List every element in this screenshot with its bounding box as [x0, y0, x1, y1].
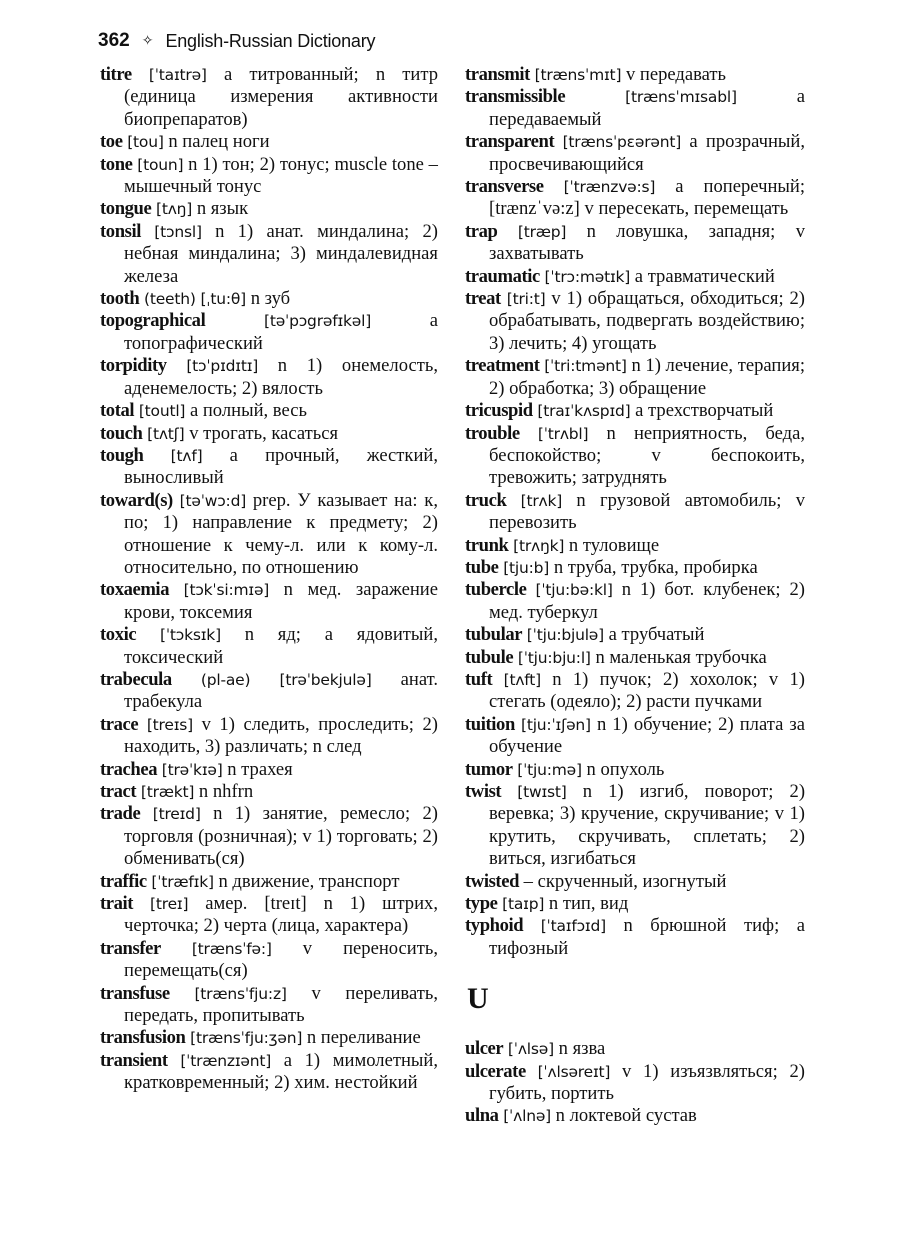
- book-title: English-Russian Dictionary: [165, 30, 376, 51]
- dictionary-entry: [465, 624, 805, 646]
- diamond-separator-icon: ✧: [141, 33, 154, 49]
- headword: twisted: [465, 870, 520, 892]
- dictionary-entry: [465, 759, 805, 781]
- dictionary-entry: [100, 669, 438, 714]
- headword: trunk: [465, 534, 509, 556]
- headword: treat: [465, 288, 501, 310]
- transcription: [treɪd]: [152, 805, 201, 824]
- definition: n ловушка, западня; v захватывать: [489, 220, 805, 265]
- definition: n язва: [558, 1038, 606, 1060]
- dictionary-entry: [100, 288, 438, 310]
- dictionary-entry: [465, 221, 805, 266]
- definition: a прозрачный, просвечивающийся: [489, 131, 805, 175]
- dictionary-entry: [465, 893, 805, 915]
- transcription: [ˈtræfɪk]: [151, 872, 214, 891]
- transcription: (teeth) [ˌtu:θ]: [143, 290, 247, 309]
- headword: trait: [100, 893, 134, 915]
- left-column: [100, 64, 438, 1095]
- headword: trade: [100, 803, 141, 825]
- transcription: [twɪst]: [517, 783, 567, 801]
- definition: n язык: [196, 198, 249, 220]
- transcription: [ˈtju:bə:kl]: [535, 581, 613, 600]
- dictionary-entry: [465, 490, 805, 535]
- transcription: [ˈʌlsəreɪt]: [537, 1062, 611, 1081]
- headword: tubular: [465, 624, 523, 646]
- definition: n 1) анат. миндалина; 2) небная миндалина; 3) миндалевидная железа: [124, 220, 438, 287]
- definition: анат. трабекула: [124, 668, 438, 713]
- transcription: [təˈpɔgrəfɪkəl]: [263, 312, 372, 331]
- transcription: [tʌf]: [170, 446, 203, 465]
- dictionary-entry: [465, 1105, 805, 1127]
- transcription: [təˈwɔ:d]: [179, 491, 247, 510]
- headword: truck: [465, 489, 507, 511]
- transcription: [trænsˈfju:ʒən]: [190, 1029, 303, 1048]
- headword: ulcer: [465, 1038, 504, 1060]
- transcription: [trænsˈpεərənt]: [562, 133, 682, 152]
- definition: n 1) лечение, терапия; 2) обработка; 3) обращение: [489, 355, 805, 399]
- dictionary-entry: [100, 423, 438, 445]
- definition: a поперечный; [trænzˈvə:z] v пересекать, перемещать: [489, 176, 806, 220]
- dictionary-entry: [465, 355, 805, 400]
- definition: a титрованный; n титр (единица измерения активности биопрепаратов): [124, 64, 438, 130]
- headword: transfer: [100, 937, 161, 959]
- page-number: 362: [98, 30, 130, 51]
- headword: treatment: [465, 355, 540, 377]
- headword: trouble: [465, 422, 520, 444]
- transcription: [ˈʌlsə]: [507, 1040, 554, 1059]
- transcription: [taɪp]: [502, 895, 545, 914]
- definition: n 1) тон; 2) тонус; muscle tone – мышечный тонус: [124, 153, 438, 198]
- headword: trace: [100, 713, 139, 735]
- dictionary-entry: [100, 871, 438, 893]
- headword: tubule: [465, 646, 514, 668]
- definition: – скрученный, изогнутый: [523, 870, 727, 892]
- dictionary-entry: [465, 871, 805, 893]
- transcription: [trænsˈfə:]: [191, 939, 272, 958]
- dictionary-entry: [465, 400, 805, 422]
- transcription: [ˈtaɪtrə]: [148, 66, 207, 84]
- transcription: [trækt]: [140, 783, 195, 801]
- dictionary-entry: [465, 669, 805, 714]
- transcription: [ˈtju:bju:l]: [517, 648, 591, 667]
- transcription: [tɔˈpɪdɪtɪ]: [186, 357, 259, 376]
- transcription: [toun]: [137, 155, 184, 174]
- transcription: [ˈtrænzɪənt]: [180, 1051, 272, 1070]
- dictionary-entry: [100, 400, 438, 422]
- definition: a полный, весь: [189, 400, 307, 422]
- transcription: [treɪs]: [146, 715, 193, 734]
- dictionary-entry: [100, 714, 438, 759]
- dictionary-entry: [100, 624, 438, 669]
- definition: n 1) изгиб, поворот; 2) веревка; 3) кручение, скручивание; v 1) крутить, скручивать, сплетать; 2) виться, изгибаться: [489, 781, 806, 870]
- definition: n палец ноги: [168, 131, 270, 153]
- dictionary-entry: [100, 445, 438, 490]
- definition: n грузовой автомобиль; v перевозить: [489, 489, 805, 534]
- definition: v 1) следить, проследить; 2) находить, 3) различать; n след: [124, 713, 438, 758]
- headword: trap: [465, 220, 498, 242]
- definition: a трубчатый: [608, 624, 705, 646]
- transcription: [tɔnsl]: [154, 222, 202, 241]
- definition: v переливать, передать, пропитывать: [124, 982, 438, 1027]
- dictionary-entry: [465, 714, 805, 759]
- transcription: [ˈtrʌbl]: [537, 424, 589, 443]
- transcription: [trʌk]: [520, 491, 563, 510]
- definition: n nhfrn: [198, 781, 254, 802]
- dictionary-entry: [100, 803, 438, 870]
- dictionary-entry: [100, 198, 438, 220]
- dictionary-entry: [100, 579, 438, 624]
- dictionary-entry: [100, 355, 438, 400]
- dictionary-entry: [100, 131, 438, 153]
- dictionary-entry: [465, 579, 805, 624]
- transcription: [ˈtaɪfɔɪd]: [540, 917, 606, 936]
- headword: traumatic: [465, 265, 540, 287]
- headword: toxaemia: [100, 579, 170, 601]
- transcription: [tʌtʃ]: [147, 424, 185, 443]
- transcription: [ˈʌlnə]: [503, 1107, 551, 1126]
- headword: trachea: [100, 758, 158, 780]
- transcription: [trʌŋk]: [513, 536, 565, 555]
- definition: a трехстворчатый: [635, 400, 774, 422]
- definition: n трахея: [227, 758, 293, 780]
- section-letter: U: [467, 982, 489, 1016]
- definition: n 1) занятие, ремесло; 2) торговля (розничная); v 1) торговать; 2) обменивать(ся): [124, 803, 438, 870]
- dictionary-entry: [100, 310, 438, 355]
- transcription: [tɔkˈsi:mɪə]: [183, 581, 270, 600]
- definition: n мед. заражение крови, токсемия: [124, 579, 438, 623]
- headword: transmit: [465, 64, 530, 85]
- headword: transfuse: [100, 982, 170, 1004]
- definition: a прочный, жесткий, выносливый: [124, 444, 438, 489]
- definition: n 1) онемелость, аденемелость; 2) вялость: [124, 355, 438, 399]
- dictionary-entry: [465, 131, 805, 176]
- transcription: [ˈtri:tmənt]: [544, 357, 627, 376]
- transcription: [tju:ˈɪʃən]: [520, 715, 591, 734]
- headword: tubercle: [465, 579, 527, 601]
- transcription: [treɪ]: [150, 895, 189, 914]
- dictionary-entry: [465, 64, 805, 86]
- headword: transient: [100, 1049, 168, 1071]
- headword: ulna: [465, 1105, 499, 1127]
- headword: topographical: [100, 310, 206, 332]
- headword: tonsil: [100, 220, 141, 242]
- headword: tumor: [465, 758, 513, 780]
- page-header: [98, 26, 375, 56]
- headword: transmissible: [465, 86, 566, 108]
- headword: type: [465, 893, 498, 915]
- dictionary-entry: [465, 647, 805, 669]
- dictionary-entry: [100, 1027, 438, 1049]
- transcription: [ˈtju:mə]: [517, 760, 582, 779]
- headword: tricuspid: [465, 400, 533, 422]
- headword: tough: [100, 444, 144, 466]
- headword: transverse: [465, 176, 544, 198]
- headword: typhoid: [465, 915, 524, 937]
- transcription: [traɪˈkʌspɪd]: [537, 402, 631, 421]
- headword: touch: [100, 422, 143, 444]
- transcription: [toutl]: [138, 402, 186, 421]
- dictionary-entry: [465, 266, 805, 288]
- headword: torpidity: [100, 355, 167, 377]
- definition: n неприятность, беда, беспокойство; v беспокоить, тревожить; затруднять: [489, 422, 805, 489]
- right-column-entries: [465, 64, 805, 960]
- u-section-entries: [465, 1038, 805, 1128]
- headword: toxic: [100, 624, 137, 646]
- definition: v передавать: [625, 64, 727, 85]
- headword: toe: [100, 131, 123, 153]
- headword: traffic: [100, 870, 147, 892]
- definition: n туловище: [568, 534, 660, 556]
- transcription: [tʌft]: [503, 670, 542, 689]
- headword: transfusion: [100, 1027, 186, 1049]
- dictionary-entry: [465, 86, 805, 131]
- transcription: [ˈtɔksɪk]: [160, 626, 221, 645]
- transcription: (pl-ae) [trəˈbekjulə]: [200, 670, 372, 689]
- definition: v переносить, перемещать(ся): [124, 937, 438, 982]
- headword: tuition: [465, 713, 515, 735]
- definition: n маленькая трубочка: [595, 646, 767, 668]
- definition: v трогать, касаться: [189, 422, 339, 444]
- headword: toward(s): [100, 489, 173, 511]
- dictionary-entry: [100, 490, 438, 580]
- transcription: [tʌŋ]: [155, 200, 193, 219]
- dictionary-entry: [465, 915, 805, 960]
- definition: n зуб: [250, 288, 291, 310]
- definition: n переливание: [306, 1027, 421, 1049]
- definition: n опухоль: [586, 758, 665, 780]
- dictionary-entry: [465, 1061, 805, 1106]
- headword: total: [100, 400, 135, 422]
- transcription: [træp]: [517, 222, 567, 241]
- definition: a топографический: [124, 310, 438, 354]
- dictionary-entry: [465, 176, 805, 221]
- dictionary-entry: [100, 221, 438, 288]
- transcription: [ˈtrænzvə:s]: [563, 178, 656, 197]
- definition: n локтевой сустав: [555, 1105, 697, 1127]
- dictionary-entry: [465, 557, 805, 579]
- definition: n труба, трубка, пробирка: [553, 556, 758, 578]
- headword: titre: [100, 64, 132, 85]
- headword: tube: [465, 556, 499, 578]
- definition: a передаваемый: [489, 86, 805, 130]
- headword: trabecula: [100, 668, 172, 690]
- definition: v 1) изъязвляться; 2) губить, портить: [489, 1060, 805, 1105]
- dictionary-entry: [100, 1050, 438, 1095]
- dictionary-entry: [100, 154, 438, 199]
- headword: ulcerate: [465, 1060, 526, 1082]
- headword: tone: [100, 153, 133, 175]
- dictionary-entry: [100, 781, 438, 803]
- dictionary-entry: [100, 759, 438, 781]
- headword: tongue: [100, 198, 152, 220]
- transcription: [tou]: [127, 133, 164, 152]
- transcription: [ˈtju:bjulə]: [526, 626, 604, 645]
- dictionary-entry: [465, 535, 805, 557]
- dictionary-entry: [100, 938, 438, 983]
- headword: transparent: [465, 131, 555, 153]
- transcription: [trænsˈfju:z]: [194, 984, 287, 1003]
- definition: n 1) пучок; 2) хохолок; v 1) стегать (одеяло); 2) расти пучками: [489, 668, 805, 713]
- dictionary-entry: [100, 983, 438, 1028]
- dictionary-entry: [465, 288, 805, 355]
- transcription: [tri:t]: [506, 290, 546, 309]
- definition: prep. У казывает на: к, по; 1) направление к предмету; 2) отношение к чему-л. или к кому-л. относительно, по отношению: [124, 489, 438, 578]
- dictionary-entry: [100, 893, 438, 938]
- headword: tuft: [465, 668, 493, 690]
- definition: n брюшной тиф; a тифозный: [489, 915, 806, 959]
- right-column: [465, 64, 805, 1128]
- definition: амер. [treɪt] n 1) штрих, черточка; 2) черта (лица, характера): [124, 893, 438, 937]
- definition: a травматический: [634, 265, 775, 287]
- definition: a 1) мимолетный, кратковременный; 2) хим. нестойкий: [124, 1049, 438, 1094]
- definition: n 1) обучение; 2) плата за обучение: [489, 713, 805, 758]
- dictionary-entry: [465, 781, 805, 871]
- dictionary-entry: [100, 64, 438, 131]
- headword: tooth: [100, 288, 140, 310]
- dictionary-entry: [465, 423, 805, 490]
- headword: twist: [465, 781, 502, 802]
- transcription: [tju:b]: [503, 558, 550, 577]
- transcription: [ˈtrɔ:mətɪk]: [544, 267, 631, 286]
- transcription: [trænsˈmɪsabl]: [625, 88, 737, 107]
- definition: n движение, транспорт: [218, 870, 400, 892]
- dictionary-entry: [465, 1038, 805, 1060]
- headword: tract: [100, 781, 137, 802]
- transcription: [trəˈkɪə]: [161, 760, 223, 779]
- definition: n тип, вид: [548, 893, 629, 915]
- definition: n 1) бот. клубенек; 2) мед. туберкул: [489, 579, 805, 623]
- definition: n яд; a ядовитый, токсический: [124, 624, 439, 668]
- definition: v 1) обращаться, обходиться; 2) обрабатывать, подвергать воздействию; 3) лечить; 4) угощать: [489, 288, 805, 354]
- transcription: [trænsˈmɪt]: [534, 66, 622, 84]
